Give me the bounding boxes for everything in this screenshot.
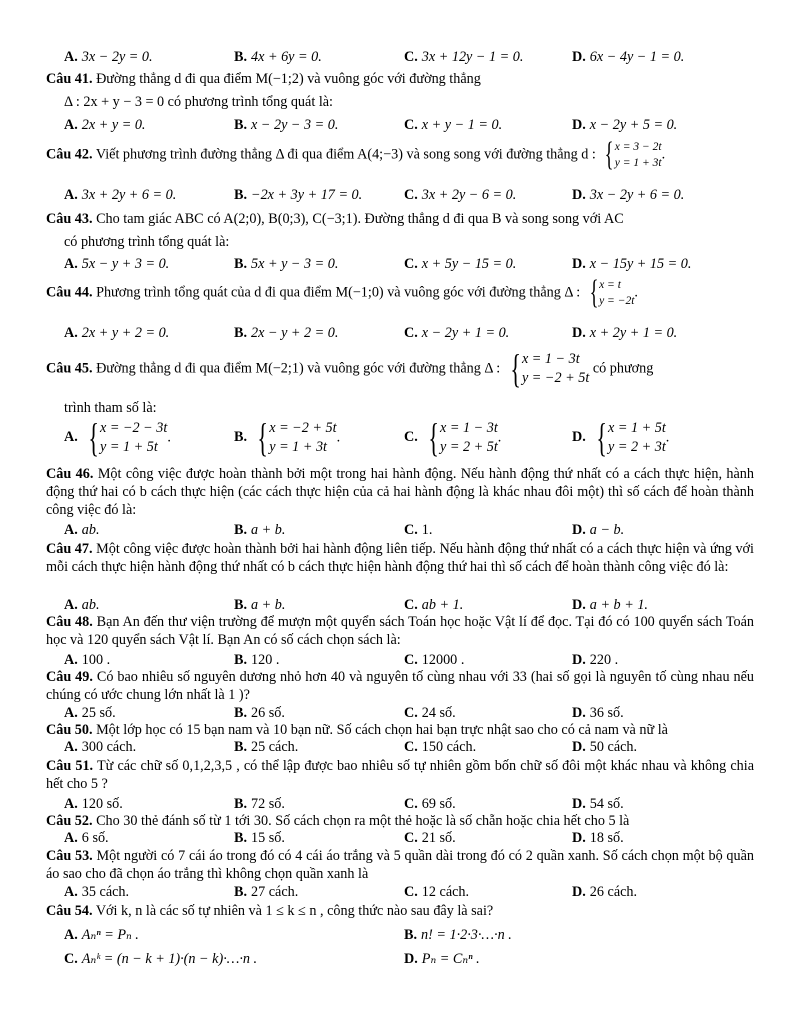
q44-system: { x = t y = −2t [589,274,635,311]
q48-options [64,651,754,669]
q41-option-b: B. x − 2y − 3 = 0. [234,117,339,133]
q49-stem: Câu 49. Có bao nhiêu số nguyên dương nhỏ hơn 40 và nguyên tố cùng nhau với 33 (hai số gọi là nguyên tố cùng nhau nếu chúng có ước chung lớn nhất là 1 )? [46,669,754,703]
q51-option-a: A. 120 số. [64,796,123,812]
q49-option-b: B. 26 số. [234,705,285,721]
q41-options [64,116,754,134]
q41-option-d: D. x − 2y + 5 = 0. [572,117,678,133]
q47-option-a: A. ab. [64,597,100,613]
q51-options [64,795,754,813]
q54-option-a: A. Aₙⁿ = Pₙ . [64,927,139,943]
q43-stem-line2: có phương trình tổng quát là: [64,234,230,250]
q49-options [64,704,754,722]
q44-options [64,324,754,342]
q49-option-c: C. 24 số. [404,705,456,721]
q44-option-d: D. x + 2y + 1 = 0. [572,325,678,341]
q49-option-a: A. 25 số. [64,705,116,721]
q42-option-c: C. 3x + 2y − 6 = 0. [404,187,517,203]
q45-stem: Câu 45. Đường thẳng d đi qua điểm M(−2;1) và vuông góc với đường thẳng Δ : { x = 1 − 3t y = −2 + 5t có phương [46,346,654,391]
q52-stem: Câu 52. Cho 30 thẻ đánh số từ 1 tới 30. Số cách chọn ra một thẻ hoặc là số chẵn hoặc chia hết cho 5 là [46,813,630,829]
q54-option-d: D. Pₙ = Cₙⁿ . [404,951,480,967]
q42-options [64,186,754,204]
q43-option-a: A. 5x − y + 3 = 0. [64,256,170,272]
q46-option-d: D. a − b. [572,522,625,538]
q41-option-a: A. 2x + y = 0. [64,117,146,133]
q43-option-b: B. 5x + y − 3 = 0. [234,256,339,272]
q48-option-c: C. 12000 . [404,652,465,668]
q41-option-c: C. x + y − 1 = 0. [404,117,503,133]
q46-stem: Câu 46. Một công việc được hoàn thành bởi một trong hai hành động. Nếu hành động thứ nhất có a cách thực hiện, hành động thứ hai có b cách thực hiện (các cách thực hiện của cả hai hành động là khác nhau đôi một) thì số cách để hoàn thành công việc đó là: [46,466,754,518]
q50-option-b: B. 25 cách. [234,739,299,755]
q46-option-a: A. ab. [64,522,100,538]
q40-options [64,48,754,66]
q44-option-a: A. 2x + y + 2 = 0. [64,325,170,341]
q43-option-d: D. x − 15y + 15 = 0. [572,256,692,272]
q53-stem: Câu 53. Một người có 7 cái áo trong đó có 4 cái áo trắng và 5 quần dài trong đó có 2 quần xanh. Số cách chọn một bộ quần áo sao cho đã chọn áo trắng thì không chọn quần xanh là [46,848,755,882]
q54-option-b: B. n! = 1·2·3·…·n . [404,927,512,943]
q48-option-a: A. 100 . [64,652,111,668]
q53-options [64,883,754,901]
q49-option-d: D. 36 số. [572,705,624,721]
q42-option-d: D. 3x − 2y + 6 = 0. [572,187,685,203]
q40-option-c: C. 3x + 12y − 1 = 0. [404,49,524,65]
q42-option-b: B. −2x + 3y + 17 = 0. [234,187,363,203]
q44-option-c: C. x − 2y + 1 = 0. [404,325,510,341]
q48-option-b: B. 120 . [234,652,280,668]
q41-stem: Câu 41. Đường thẳng d đi qua điểm M(−1;2) và vuông góc với đường thẳng [46,71,481,87]
q47-option-c: C. ab + 1. [404,597,464,613]
q54-options-row1 [64,926,754,944]
q43-stem: Câu 43. Cho tam giác ABC có A(2;0), B(0;3), C(−3;1). Đường thẳng d đi qua B và song song với AC [46,211,624,227]
q51-option-c: C. 69 số. [404,796,456,812]
q45-options [64,415,754,462]
q47-option-d: D. a + b + 1. [572,597,648,613]
q47-options [64,596,754,614]
q50-options [64,738,754,756]
q47-option-b: B. a + b. [234,597,286,613]
q45-option-a: A. { x = −2 − 3t y = 1 + 5t . [64,415,171,460]
q52-option-c: C. 21 số. [404,830,456,846]
q44-option-b: B. 2x − y + 2 = 0. [234,325,339,341]
q46-option-c: C. 1. [404,522,433,538]
q46-options [64,521,754,539]
q51-option-b: B. 72 số. [234,796,285,812]
q45-stem-line2: trình tham số là: [64,400,157,416]
q50-option-c: C. 150 cách. [404,739,477,755]
q53-option-c: C. 12 cách. [404,884,470,900]
q40-option-d: D. 6x − 4y − 1 = 0. [572,49,685,65]
q48-stem: Câu 48. Bạn An đến thư viện trường để mượn một quyển sách Toán học hoặc Vật lí để đọc. Tại đó có 100 quyển sách Toán học và 120 quyển sách Vật lí. Bạn An có số cách chọn sách là: [46,614,755,648]
q54-options-row2 [64,950,754,968]
q54-option-c: C. Aₙᵏ = (n − k + 1)·(n − k)·…·n . [64,951,258,967]
q52-option-a: A. 6 số. [64,830,109,846]
q52-options [64,829,754,847]
q45-option-c: C. { x = 1 − 3t y = 2 + 5t . [404,415,502,460]
q45-system: { x = 1 − 3t y = −2 + 5t [510,346,590,391]
q53-option-a: A. 35 cách. [64,884,130,900]
q50-option-a: A. 300 cách. [64,739,137,755]
q48-option-d: D. 220 . [572,652,619,668]
q40-option-a: A. 3x − 2y = 0. [64,49,153,65]
q50-option-d: D. 50 cách. [572,739,638,755]
q53-option-b: B. 27 cách. [234,884,299,900]
q43-option-c: C. x + 5y − 15 = 0. [404,256,517,272]
q46-option-b: B. a + b. [234,522,286,538]
q45-option-d: D. { x = 1 + 5t y = 2 + 3t . [572,415,670,460]
q42-system: { x = 3 − 2t y = 1 + 3t [605,136,662,173]
q50-stem: Câu 50. Một lớp học có 15 bạn nam và 10 bạn nữ. Số cách chọn hai bạn trực nhật sao cho có cả nam và nữ là [46,722,668,738]
q47-stem: Câu 47. Một công việc được hoàn thành bởi hai hành động liên tiếp. Nếu hành động thứ nhất có a cách thực hiện và ứng với mỗi cách thực hiện hành động thứ nhất có b cách thực hiện hành động thứ hai thì số cách để hoàn thành công việc đó là: [46,541,754,575]
q51-stem: Câu 51. Từ các chữ số 0,1,2,3,5 , có thể lập được bao nhiêu số tự nhiên gồm bốn chữ số đôi một khác nhau và không chia hết cho 5 ? [46,758,754,792]
q41-stem-line2: Δ : 2x + y − 3 = 0 có phương trình tổng quát là: [64,94,333,110]
q52-option-b: B. 15 số. [234,830,285,846]
q42-option-a: A. 3x + 2y + 6 = 0. [64,187,177,203]
q52-option-d: D. 18 số. [572,830,624,846]
q53-option-d: D. 26 cách. [572,884,638,900]
q45-option-b: B. { x = −2 + 5t y = 1 + 3t . [234,415,341,460]
q51-option-d: D. 54 số. [572,796,624,812]
q54-stem: Câu 54. Với k, n là các số tự nhiên và 1 ≤ k ≤ n , công thức nào sau đây là sai? [46,903,494,919]
q44-stem: Câu 44. Phương trình tổng quát của d đi qua điểm M(−1;0) và vuông góc với đường thẳng Δ : { x = t y = −2t . [46,274,638,311]
q43-options [64,255,754,273]
q40-option-b: B. 4x + 6y = 0. [234,49,322,65]
q42-stem: Câu 42. Viết phương trình đường thẳng Δ đi qua điểm A(4;−3) và song song với đường thẳng d : { x = 3 − 2t y = 1 + 3t . [46,136,666,173]
